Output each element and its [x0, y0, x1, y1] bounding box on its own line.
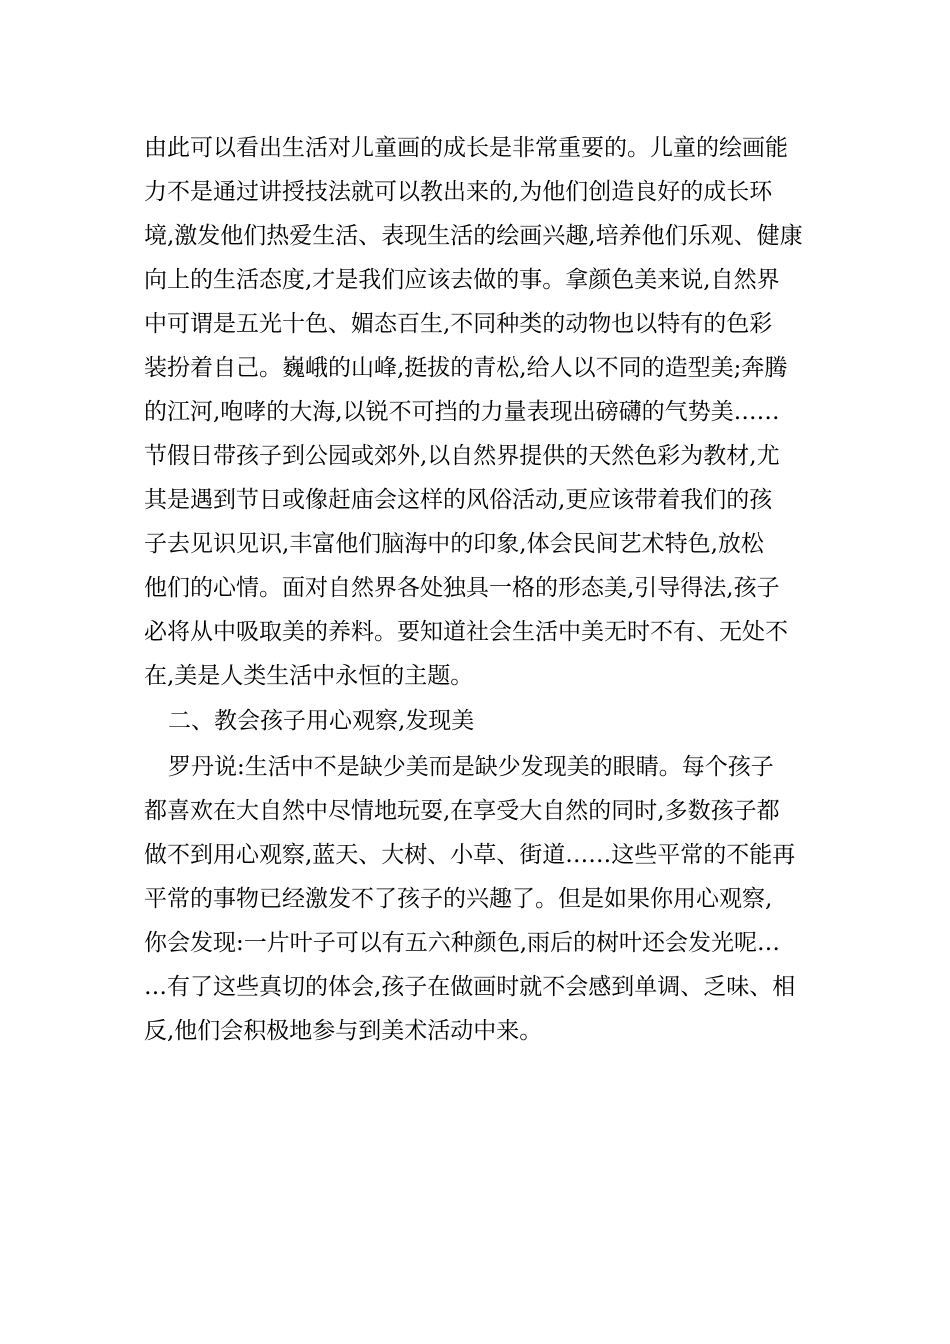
- paragraph-1-line-11: 他们的心情。面对自然界各处独具一格的形态美,引导得法,孩子: [144, 575, 780, 601]
- paragraph-2-line-6: …有了这些真切的体会,孩子在做画时就不会感到单调、乏味、相: [144, 974, 796, 1000]
- paragraph-1-line-9: 其是遇到节日或像赶庙会这样的风俗活动,更应该带着我们的孩: [144, 487, 773, 513]
- paragraph-1-line-12: 必将从中吸取美的养料。要知道社会生活中美无时不有、无处不: [144, 619, 788, 645]
- section-heading: 二、教会孩子用心观察,发现美: [168, 708, 475, 734]
- paragraph-2-line-1: 罗丹说:生活中不是缺少美而是缺少发现美的眼睛。每个孩子: [168, 754, 774, 780]
- paragraph-1-line-2: 力不是通过讲授技法就可以教出来的,为他们创造良好的成长环: [144, 179, 773, 205]
- paragraph-2-line-3: 做不到用心观察,蓝天、大树、小草、街道……这些平常的不能再: [144, 842, 796, 868]
- paragraph-1-line-8: 节假日带孩子到公园或郊外,以自然界提供的天然色彩为教材,尤: [144, 443, 780, 469]
- paragraph-2-line-5: 你会发现:一片叶子可以有五六种颜色,雨后的树叶还会发光呢…: [144, 930, 781, 956]
- paragraph-1-line-1: 由此可以看出生活对儿童画的成长是非常重要的。儿童的绘画能: [144, 135, 788, 161]
- paragraph-1-line-7: 的江河,咆哮的大海,以锐不可挡的力量表现出磅礴的气势美……: [144, 399, 780, 425]
- paragraph-1-line-13: 在,美是人类生活中永恒的主题。: [144, 663, 474, 689]
- paragraph-1-line-6: 装扮着自己。巍峨的山峰,挺拔的青松,给人以不同的造型美;奔腾: [144, 355, 788, 381]
- paragraph-1-line-4: 向上的生活态度,才是我们应该去做的事。拿颜色美来说,自然界: [144, 267, 780, 293]
- paragraph-1-line-10: 子去见识见识,丰富他们脑海中的印象,体会民间艺术特色,放松: [144, 531, 764, 557]
- paragraph-2-line-7: 反,他们会积极地参与到美术活动中来。: [144, 1018, 543, 1044]
- paragraph-2-line-2: 都喜欢在大自然中尽情地玩耍,在享受大自然的同时,多数孩子都: [144, 798, 780, 824]
- paragraph-1-line-3: 境,激发他们热爱生活、表现生活的绘画兴趣,培养他们乐观、健康: [144, 223, 803, 249]
- paragraph-1-line-5: 中可谓是五光十色、媚态百生,不同种类的动物也以特有的色彩: [144, 311, 773, 337]
- paragraph-2-line-4: 平常的事物已经激发不了孩子的兴趣了。但是如果你用心观察,: [144, 886, 773, 912]
